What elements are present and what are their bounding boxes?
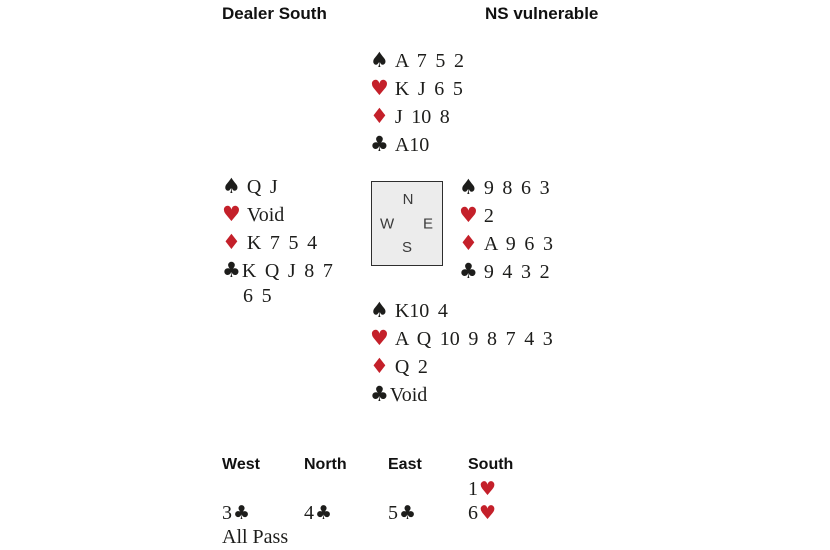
auction-column-west (222, 453, 288, 549)
spade-icon: ♠ (459, 175, 478, 199)
east-spades-row (459, 173, 553, 201)
diamond-icon: ♦ (370, 354, 389, 378)
auction-header-north: North (304, 456, 347, 473)
heart-icon: ♥ (479, 478, 497, 500)
auction-column-south (468, 453, 513, 525)
south-hearts-cards: A Q 10 9 8 7 4 3 (394, 328, 553, 350)
south-spades-cards: K10 4 (394, 300, 448, 322)
south-clubs-cards: Void (389, 384, 428, 406)
north-hearts-cards: K J 6 5 (394, 78, 463, 100)
east-hearts-row (459, 201, 553, 229)
north-clubs-row (370, 130, 464, 158)
bid-3-clubs (222, 501, 288, 525)
bid-level: 4 (304, 502, 314, 524)
north-hand (370, 46, 464, 158)
south-diamonds-cards: Q 2 (394, 356, 428, 378)
east-hand (459, 173, 553, 285)
club-icon: ♣ (233, 502, 251, 524)
heart-icon: ♥ (222, 202, 241, 226)
club-icon: ♣ (370, 132, 389, 156)
south-hand (370, 296, 553, 408)
west-hearts-cards: Void (246, 204, 285, 226)
east-diamonds-row (459, 229, 553, 257)
north-clubs-cards: A10 (394, 134, 430, 156)
west-spades-cards: Q J (246, 176, 278, 198)
south-spades-row (370, 296, 553, 324)
east-clubs-cards: 9 4 3 2 (483, 261, 550, 283)
spade-icon: ♠ (222, 174, 241, 198)
compass-east-label: E (422, 215, 433, 232)
club-icon: ♣ (459, 259, 478, 283)
bid-6-hearts (468, 501, 513, 525)
club-icon: ♣ (399, 502, 417, 524)
auction-empty-cell (388, 477, 422, 501)
north-diamonds-cards: J 10 8 (394, 106, 450, 128)
spade-icon: ♠ (370, 298, 389, 322)
heart-icon: ♥ (479, 502, 497, 524)
west-clubs-row-overflow (222, 284, 333, 308)
spade-icon: ♠ (370, 48, 389, 72)
auction-empty-cell (222, 477, 288, 501)
bid-1-heart (468, 477, 513, 501)
auction-column-north (304, 453, 347, 525)
bid-level: 6 (468, 502, 478, 524)
auction-header-south: South (468, 456, 514, 473)
west-hand (222, 172, 333, 308)
east-spades-cards: 9 8 6 3 (483, 177, 550, 199)
north-hearts-row (370, 74, 464, 102)
east-diamonds-cards: A 9 6 3 (483, 233, 553, 255)
compass-north-label: N (402, 191, 414, 208)
west-clubs-cards-line2: 6 5 (243, 285, 272, 307)
bid-level: 1 (468, 478, 478, 500)
compass-box (371, 181, 443, 266)
diamond-icon: ♦ (222, 230, 241, 254)
vulnerability-label: NS vulnerable (485, 4, 599, 23)
auction-header-east: East (388, 456, 422, 473)
north-spades-row (370, 46, 464, 74)
north-spades-cards: A 7 5 2 (394, 50, 464, 72)
club-icon: ♣ (222, 258, 241, 282)
east-hearts-cards: 2 (483, 205, 494, 227)
club-icon: ♣ (370, 382, 389, 406)
bid-level: 3 (222, 502, 232, 524)
all-pass-label: All Pass (222, 526, 289, 548)
bid-5-clubs (388, 501, 422, 525)
auction-header-west: West (222, 456, 260, 473)
club-icon: ♣ (315, 502, 333, 524)
west-clubs-cards-line1: K Q J 8 7 (241, 260, 333, 282)
west-clubs-row (222, 256, 333, 284)
west-diamonds-cards: K 7 5 4 (246, 232, 318, 254)
diamond-icon: ♦ (370, 104, 389, 128)
compass-west-label: W (380, 215, 395, 232)
west-spades-row (222, 172, 333, 200)
east-clubs-row (459, 257, 553, 285)
north-diamonds-row (370, 102, 464, 130)
diamond-icon: ♦ (459, 231, 478, 255)
south-hearts-row (370, 324, 553, 352)
compass-south-label: S (401, 239, 413, 256)
auction-column-east (388, 453, 422, 525)
south-diamonds-row (370, 352, 553, 380)
heart-icon: ♥ (370, 326, 389, 350)
bid-4-clubs (304, 501, 347, 525)
south-clubs-row (370, 380, 553, 408)
west-diamonds-row (222, 228, 333, 256)
heart-icon: ♥ (459, 203, 478, 227)
bid-level: 5 (388, 502, 398, 524)
west-hearts-row (222, 200, 333, 228)
dealer-label: Dealer South (222, 4, 327, 23)
auction-empty-cell (304, 477, 347, 501)
heart-icon: ♥ (370, 76, 389, 100)
